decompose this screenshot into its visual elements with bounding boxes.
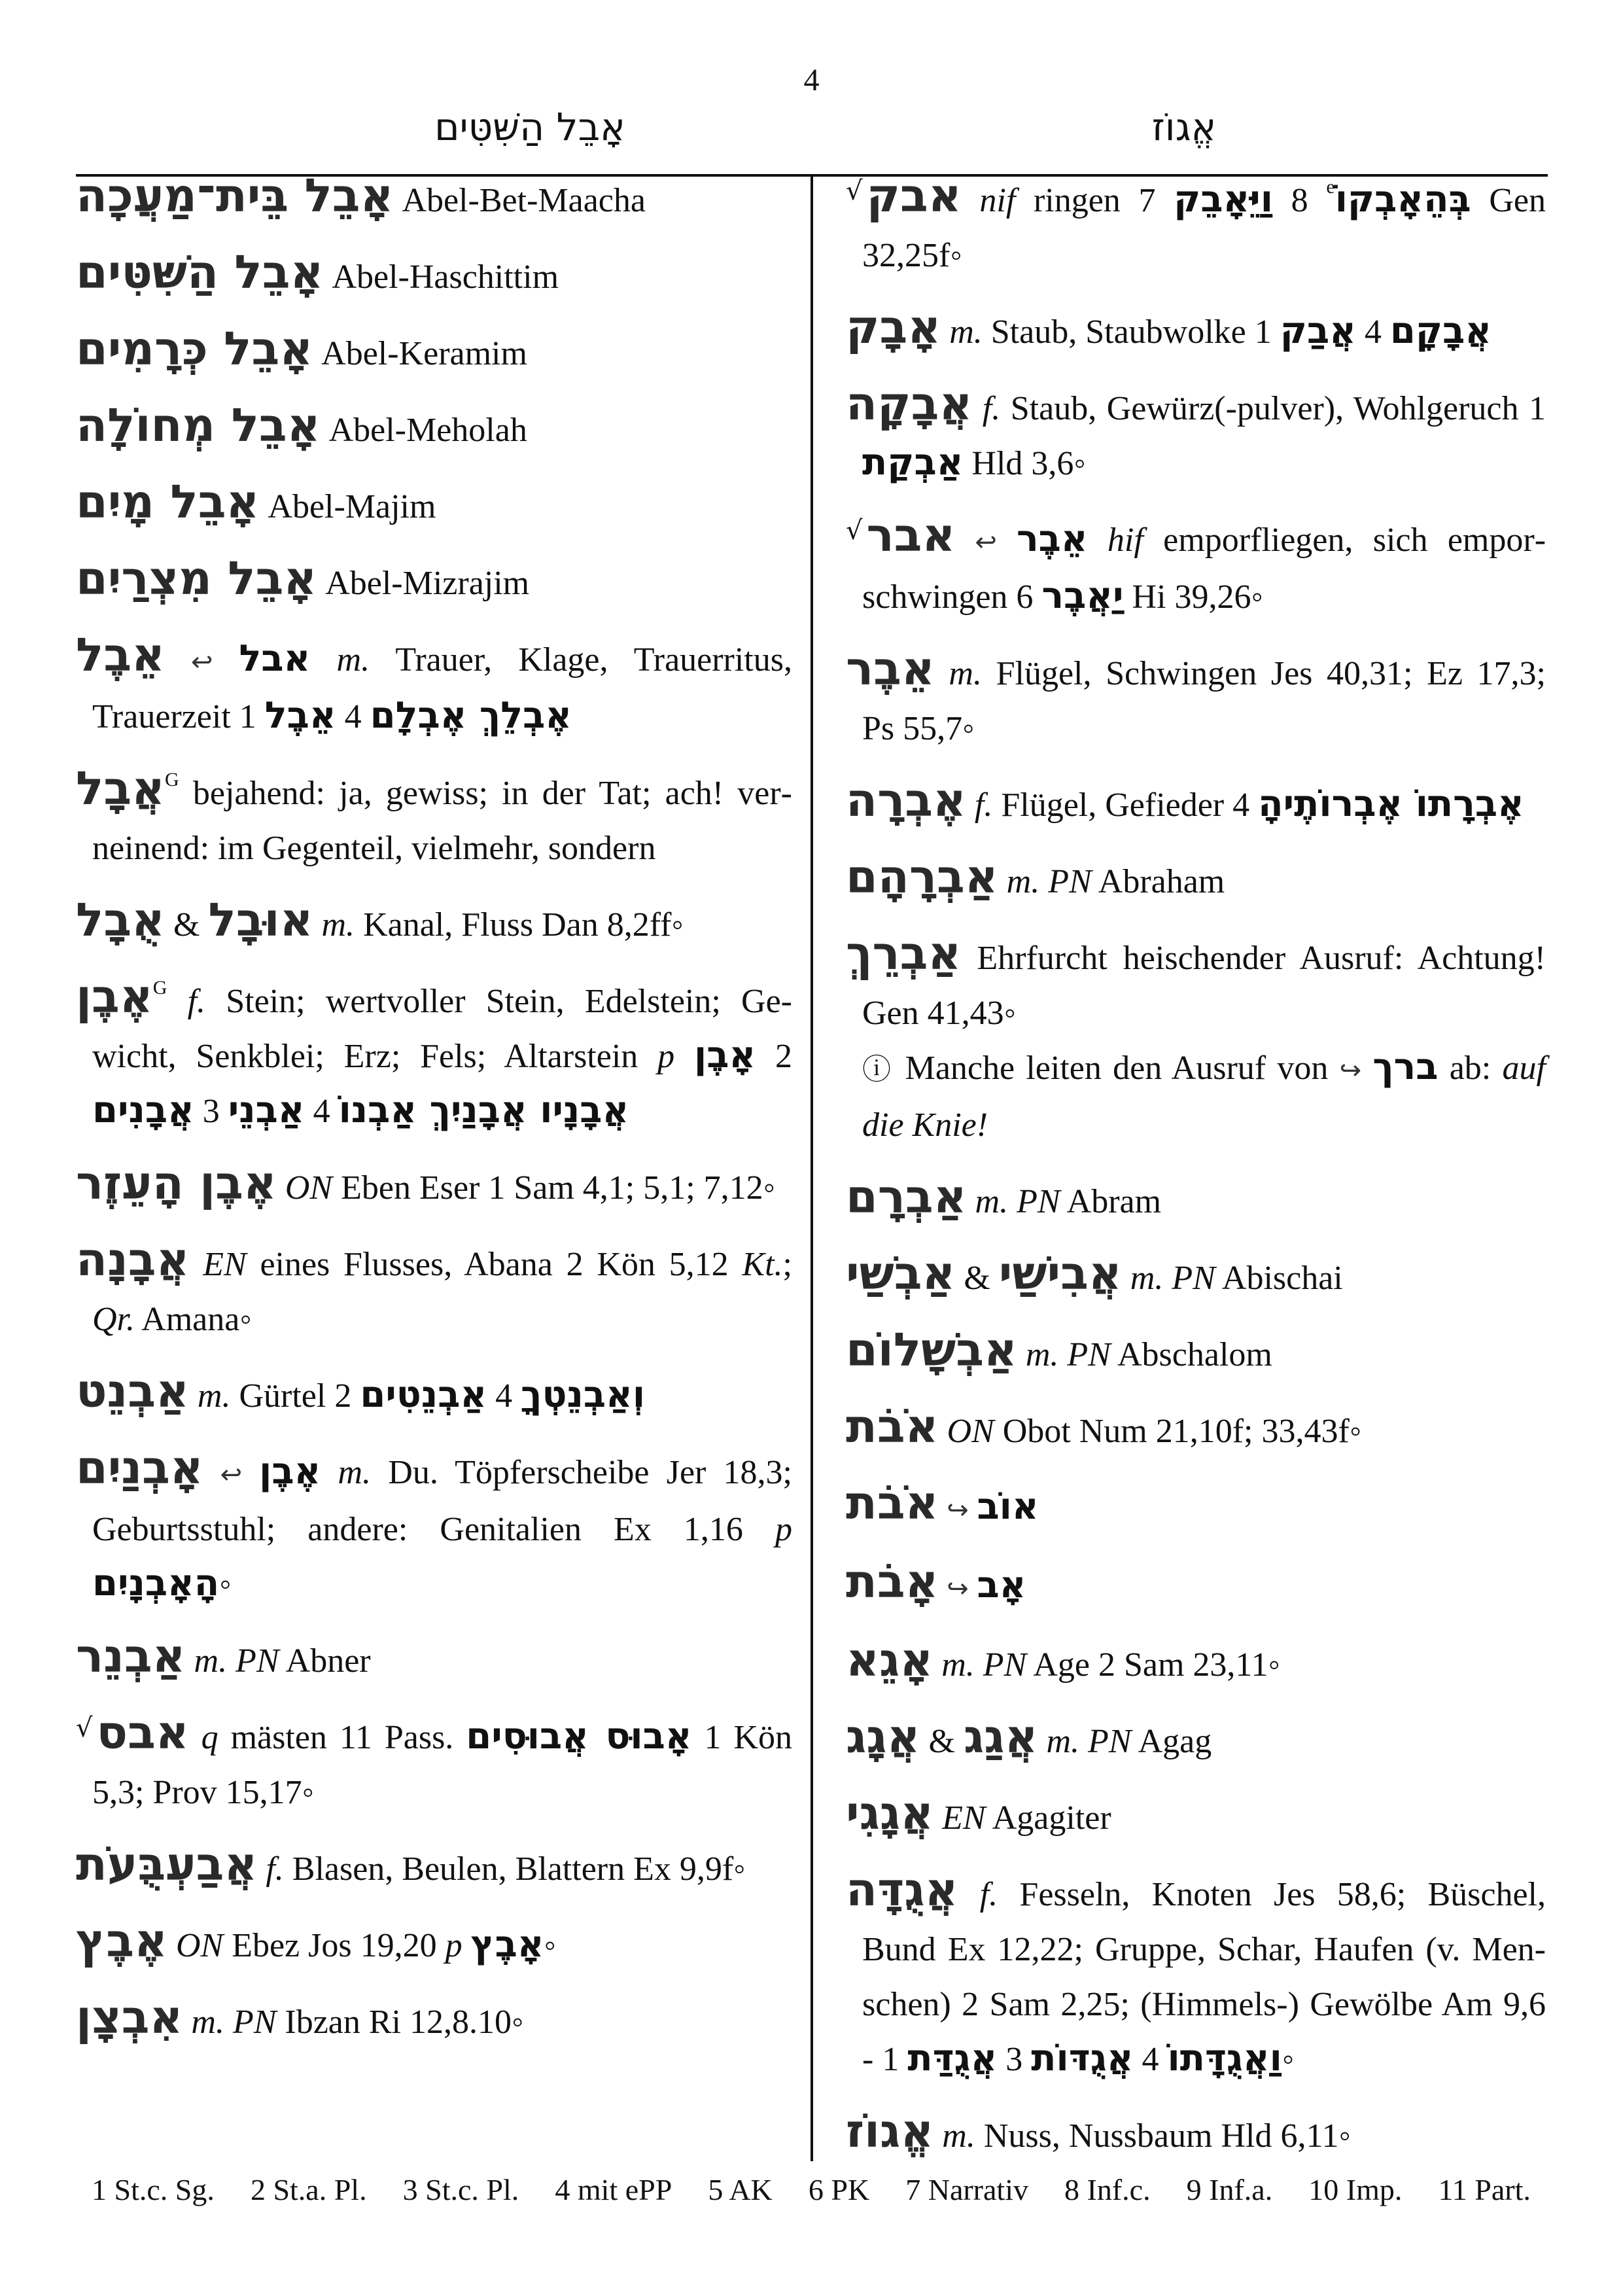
headword: אֲבַעְבֻּעֹת (76, 1837, 258, 1891)
legend-item: 11 Part. (1438, 2173, 1531, 2206)
grammar-label: Kt. (742, 1246, 783, 1283)
headword: אֶבֶן (76, 970, 153, 1023)
grammar-label: f. (966, 786, 993, 824)
dictionary-entry (76, 1629, 792, 1689)
entry-text: Abel-Keramim (313, 335, 527, 372)
grammar-label: p (445, 1927, 462, 1964)
entry-text: eines Flusses, Abana 2 Kön 5,12 (246, 1246, 742, 1283)
dictionary-entry (76, 1837, 792, 1897)
headword: אֶבֶץ (76, 1914, 167, 1968)
dictionary-entry (76, 1990, 792, 2050)
root-check-icon: √ (846, 516, 863, 546)
dictionary-entry (846, 1476, 1546, 1538)
dictionary-entry (76, 245, 792, 305)
entry-text: Nuss, Nussbaum Hld 6,11◦ (975, 2117, 1351, 2155)
grammar-label: m. PN (1038, 1723, 1132, 1760)
dictionary-entry (846, 1170, 1546, 1229)
hebrew-form: יַאֲבֶר (1041, 574, 1124, 617)
dictionary-entry (846, 300, 1546, 360)
headword: אָבֵל בֵּית־מַעֲכָה (76, 169, 394, 222)
entry-text: 4 (487, 1377, 521, 1415)
hebrew-form: אָבֶץ (470, 1923, 544, 1966)
dictionary-entry (846, 508, 1546, 625)
grammar-label: m. PN (998, 863, 1092, 900)
headword: אַבְשַׁי (846, 1246, 956, 1300)
entry-text: Ebez Jos 19,20 (223, 1927, 445, 1964)
entry-text: Hld 3,6◦ (963, 445, 1086, 482)
entry-text: ◦ (544, 1927, 556, 1964)
dictionary-entry (846, 1400, 1546, 1459)
hebrew-form: אֲבַק (1280, 309, 1356, 352)
entry-text: 4 (1133, 2041, 1168, 2078)
hebrew-form: אֵבֶל (264, 694, 336, 737)
headword: אֲבָקָה (846, 377, 973, 431)
entry-text: ; (782, 1246, 792, 1283)
left-column (76, 169, 793, 2071)
entry-text: bejahend: ja, gewiss; in der Tat; ach! verneinend: im Gegenteil, vielmehr, sondern (92, 775, 792, 867)
dictionary-entry (846, 1633, 1546, 1693)
dictionary-entry (76, 1914, 792, 1973)
grammar-label: ON (167, 1927, 224, 1964)
grammar-label: m. (941, 313, 983, 351)
dictionary-entry (76, 762, 792, 876)
entry-text: 1 Kön 5,3; Prov 15,17◦ (92, 1719, 792, 1811)
headword: אֲגַג (963, 1710, 1038, 1763)
hebrew-form: אוֹב (977, 1485, 1039, 1528)
column-divider (811, 174, 813, 2161)
grammar-label: f. (167, 983, 206, 1020)
dictionary-entry (76, 169, 792, 228)
dictionary-entry (76, 970, 793, 1139)
entry-text (674, 1038, 694, 1075)
headword: אבק (866, 169, 962, 222)
entry-text: Amana◦ (135, 1301, 252, 1338)
entry-text: Abraham (1091, 863, 1225, 900)
entry-text: Trauer, Klage, Trauerritus, Trauerzeit 1 (92, 641, 792, 735)
hebrew-form: אָב (977, 1564, 1026, 1606)
entry-text: & (955, 1260, 999, 1297)
headword: אָבֹת (846, 1555, 939, 1608)
entry-text: Kanal, Fluss Dan 8,2ff◦ (355, 906, 684, 944)
root-check-icon: √ (76, 1713, 93, 1743)
hebrew-form: אֶבְלֵךְ אֶבְלָם (370, 694, 572, 737)
dictionary-entry (846, 642, 1546, 756)
running-header-last-entry: אֱגוֹז (1151, 105, 1217, 149)
grammar-label: EN (934, 1799, 986, 1837)
cross-reference-arrow-icon: ↩ (955, 527, 1017, 557)
hebrew-form: אָבוּס אֲבוּסִים (466, 1715, 692, 1757)
grammar-label: EN (189, 1246, 247, 1283)
entry-text: ◦ (1282, 2041, 1295, 2078)
entry-text: Agagiter (985, 1799, 1111, 1837)
legend-item: 1 St.c. Sg. (92, 2173, 215, 2206)
cross-reference-arrow-icon: ↩ (165, 647, 239, 677)
dictionary-entry (76, 552, 792, 611)
info-note (846, 1041, 1546, 1153)
grammar-label: nif (961, 182, 1016, 219)
grammar-label: auf die Knie! (862, 1050, 1546, 1144)
entry-text: 4 (304, 1093, 339, 1130)
info-icon: ⓘ (862, 1053, 894, 1086)
headword: אבס (96, 1706, 189, 1759)
entry-text: 4 (336, 698, 370, 735)
hebrew-form: אַבְקַת (862, 441, 964, 484)
entry-text: Abel-Majim (259, 488, 436, 525)
entry-text: & (920, 1723, 964, 1760)
hebrew-form: וְאַבְנֵטְךָ (521, 1373, 646, 1416)
headword: אָגֵא (846, 1633, 934, 1687)
grammar-label: m. PN (183, 2004, 277, 2041)
entry-text: Agag (1131, 1723, 1212, 1760)
dictionary-entry (846, 1786, 1546, 1846)
entry-text: Abschalom (1110, 1336, 1272, 1373)
headword: אֲבִישַׁי (998, 1246, 1122, 1300)
abbreviation-legend (92, 2172, 1531, 2207)
entry-text: Du. Töpferscheibe Jer 18,3; Geburtsstuhl; andere: Genitalien Ex 1,16 (92, 1454, 792, 1548)
hebrew-form: אַבְנֵטִים (360, 1373, 487, 1416)
dictionary-entry (846, 1555, 1546, 1616)
entry-text: mästen 11 Pass. (218, 1719, 466, 1756)
entry-text: 8 (1273, 182, 1327, 219)
hebrew-form: אֲגֻדּוֹת (1031, 2037, 1134, 2079)
grammar-label: q (188, 1719, 218, 1756)
headword: אַבְשָׁלוֹם (846, 1323, 1017, 1377)
root-check-icon: √ (846, 176, 863, 206)
headword: אָבֵל כְּרָמִים (76, 322, 313, 376)
entry-text: Ibzan Ri 12,8.10◦ (276, 2004, 524, 2041)
grammar-label: p (775, 1511, 792, 1548)
dictionary-entry (846, 1246, 1546, 1306)
legend-item: 8 Inf.c. (1064, 2173, 1151, 2206)
headword: אָבָק (846, 300, 941, 354)
entry-text: 3 (194, 1093, 228, 1130)
running-header-first-entry: אָבֵל הַשִּׁטִּים (434, 105, 625, 149)
entry-text: Obot Num 21,10f; 33,43f◦ (994, 1413, 1362, 1450)
hebrew-form: אֶבֶן (259, 1450, 321, 1492)
entry-text: Staub, Gewürz(-pulver), Wohlgeruch 1 (1000, 390, 1546, 427)
headword: אֲגֻדָּה (846, 1863, 958, 1916)
headword: אֻבָל (76, 893, 166, 947)
entry-text: Hi 39,26◦ (1123, 578, 1263, 616)
grammar-label: m. (321, 1454, 372, 1491)
grammar-label: m. PN (933, 1646, 1027, 1684)
grammar-label: m. (188, 1377, 231, 1415)
hebrew-form: אֲגֻדַּת (907, 2037, 998, 2079)
entry-text: ab: (1438, 1050, 1503, 1087)
headword: אַבְנֵר (76, 1629, 186, 1683)
hebrew-form: הָאָבְנָיִם (92, 1562, 220, 1604)
entry-text: Gen 32,25f◦ (862, 182, 1546, 274)
legend-item: 2 St.a. Pl. (250, 2173, 367, 2206)
headword: אֲגָג (846, 1710, 920, 1763)
entry-text: ◦ (219, 1566, 232, 1603)
dictionary-entry (76, 628, 792, 745)
entry-text: Gürtel 2 (230, 1377, 360, 1415)
dictionary-entry (846, 850, 1546, 910)
grammar-label: m. PN (185, 1642, 279, 1680)
headword: אֲבָל (76, 762, 166, 815)
entry-text: Flügel, Gefieder 4 (992, 786, 1259, 824)
entry-text: Age 2 Sam 23,11◦ (1026, 1646, 1280, 1684)
entry-text: Stein; wertvoller Stein, Edelstein; Gewicht, Senkblei; Erz; Fels; Altarstein (92, 983, 792, 1075)
grammar-label: p (657, 1038, 675, 1075)
grammar-label: ON (938, 1413, 994, 1450)
right-column (846, 169, 1546, 2185)
headword: אָבְנַיִם (76, 1441, 203, 1494)
dictionary-entry (76, 398, 792, 458)
legend-item: 9 Inf.a. (1186, 2173, 1273, 2206)
entry-text: Abner (279, 1642, 371, 1680)
headword: אֲגָגִי (846, 1786, 934, 1840)
dictionary-entry (846, 1863, 1546, 2087)
dictionary-entry (846, 377, 1546, 491)
headword: אֶבְרָה (846, 773, 966, 827)
hebrew-form: אַבְנֵי (228, 1089, 305, 1131)
entry-text: Manche leiten den Ausruf von (894, 1050, 1340, 1087)
grammar-label: f. (257, 1850, 284, 1888)
grammar-label: m. (934, 2117, 975, 2155)
headword: אֵבֶל (76, 628, 166, 682)
headword: אֶבֶן הָעֵזֶר (76, 1156, 277, 1210)
legend-item: 6 PK (808, 2173, 870, 2206)
entry-text: Abel-Meholah (320, 412, 527, 449)
dictionary-entry (76, 1364, 792, 1424)
cross-reference-arrow-icon: ↪ (938, 1574, 977, 1604)
superscript-marker: e (1326, 176, 1335, 198)
dictionary-entry (846, 1323, 1546, 1383)
headword: אַבְרֵךְ (846, 927, 962, 980)
hebrew-form: אֶבְרָתוֹ אֶבְרוֹתֶיהָ (1258, 783, 1524, 825)
headword: אָבֵל מָיִם (76, 475, 260, 529)
hebrew-form: אבל (239, 637, 311, 680)
entry-text: Flügel, Schwingen Jes 40,31; Ez 17,3; Ps 55,7◦ (862, 655, 1546, 747)
headword: אִבְצָן (76, 1990, 183, 2044)
dictionary-entry (76, 1706, 792, 1820)
hebrew-form: בְּהֵאָבְקוֹ (1335, 178, 1471, 221)
grammar-label: Qr. (92, 1301, 135, 1338)
hebrew-form: ברך (1372, 1046, 1439, 1088)
entry-text: Abel-Bet-Maacha (393, 182, 646, 219)
page-number: 4 (803, 63, 820, 97)
legend-item: 4 mit ePP (555, 2173, 672, 2206)
cross-reference-arrow-icon: ↪ (938, 1495, 977, 1525)
entry-text: 3 (997, 2041, 1032, 2078)
hebrew-form: וַאֲגֻדָּתוֹ (1167, 2037, 1282, 2079)
hebrew-form: אָבֶן (694, 1034, 756, 1076)
legend-item: 7 Narrativ (905, 2173, 1028, 2206)
cross-reference-arrow-icon: ↩ (203, 1460, 260, 1490)
legend-item: 5 AK (708, 2173, 773, 2206)
dictionary-entry (76, 475, 792, 535)
entry-text: Abel-Haschittim (323, 258, 559, 296)
grammar-label: m. (310, 641, 370, 679)
headword: אֱגוֹז (846, 2104, 934, 2158)
grammar-label: m. PN (1017, 1336, 1111, 1373)
entry-text: Blasen, Beulen, Blattern Ex 9,9f◦ (283, 1850, 746, 1888)
entry-text: Abram (1060, 1183, 1162, 1220)
entry-text: ringen 7 (1015, 182, 1174, 219)
grammar-label: ON (276, 1169, 333, 1207)
dictionary-entry (846, 169, 1546, 283)
headword: אָבֵל מְחוֹלָה (76, 398, 321, 452)
legend-item: 10 Imp. (1308, 2173, 1403, 2206)
entry-text: Ehrfurcht heischender Ausruf: Achtung! Gen 41,43◦ (862, 940, 1546, 1032)
headword: אַבְרָהָם (846, 850, 998, 904)
hebrew-form: אֲבָנָיו אֲבָנַיִךְ אַבְנוֹ (338, 1089, 629, 1131)
entry-text: Fesseln, Knoten Jes 58,6; Büschel, Bund Ex 12,22; Gruppe, Schar, Haufen (v. Menschen) 2 Sam 2,25; (Himmels-) Gewölbe Am 9,6 - 1 (862, 1876, 1546, 2078)
grammar-label: f. (958, 1876, 998, 1913)
hebrew-form: אֲבָנִים (92, 1089, 194, 1131)
grammar-label: m. PN (966, 1183, 1060, 1220)
entry-text: Abel-Mizrajim (317, 565, 530, 602)
dictionary-entry (76, 1233, 792, 1347)
headword: אֲבָנָה (76, 1233, 190, 1286)
cross-reference-arrow-icon: ↪ (1339, 1055, 1373, 1086)
legend-item: 3 St.c. Pl. (402, 2173, 519, 2206)
dictionary-entry (76, 893, 792, 953)
dictionary-entry (846, 1710, 1546, 1769)
dictionary-entry (76, 322, 792, 381)
dictionary-entry (846, 927, 1546, 1041)
hebrew-form: אֵבֶר (1016, 518, 1088, 560)
grammar-label: m. (313, 906, 355, 944)
headword: אוּבָל (208, 893, 313, 947)
superscript-marker: G (165, 769, 179, 790)
headword: אַבְרָם (846, 1170, 967, 1224)
dictionary-entry (76, 1441, 792, 1612)
dictionary-entry (846, 773, 1546, 833)
entry-text: 2 (756, 1038, 793, 1075)
entry-text: Abischai (1215, 1260, 1343, 1297)
superscript-marker: G (152, 977, 167, 998)
headword: אֵבֶר (846, 642, 935, 696)
headword: אבר (866, 508, 956, 562)
grammar-label: hif (1087, 521, 1143, 559)
entry-text: & (165, 906, 209, 944)
headword: אֹבֹת (846, 1400, 939, 1453)
hebrew-form: אֲבָקָם (1389, 309, 1492, 352)
headword: אָבֵל הַשִּׁטִּים (76, 245, 324, 299)
dictionary-entry (76, 1156, 792, 1216)
headword: אַבְנֵט (76, 1364, 189, 1418)
entry-text: Staub, Staubwolke 1 (982, 313, 1280, 351)
grammar-label: m. PN (1121, 1260, 1215, 1297)
dictionary-entry (846, 2104, 1546, 2164)
grammar-label: m. (934, 655, 982, 692)
entry-text: Eben Eser 1 Sam 4,1; 5,1; 7,12◦ (332, 1169, 776, 1207)
hebrew-form: וַיֵּאָבֵק (1174, 178, 1274, 221)
entry-text: 4 (1355, 313, 1390, 351)
grammar-label: f. (972, 390, 1001, 427)
headword: אֹבֹת (846, 1476, 939, 1530)
entry-text (462, 1927, 471, 1964)
entry-text: emporfliegen, sich emporschwingen 6 (862, 521, 1546, 616)
headword: אָבֵל מִצְרַיִם (76, 552, 317, 605)
